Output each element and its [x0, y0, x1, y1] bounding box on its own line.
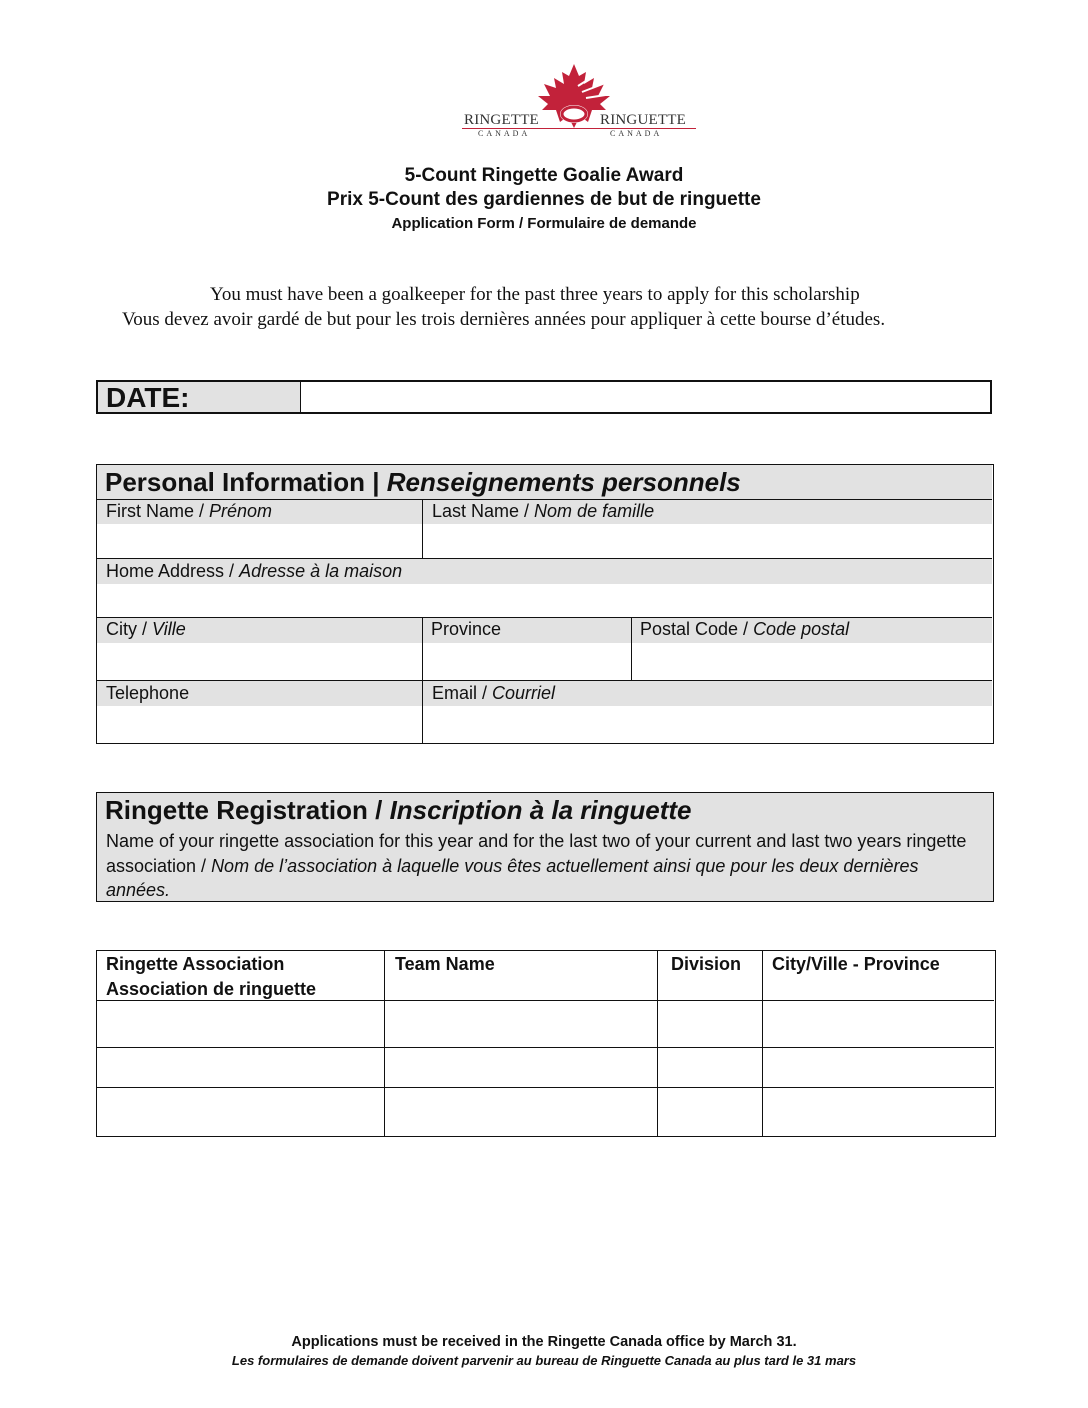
award-title-en: 5-Count Ringette Goalie Award	[404, 165, 684, 186]
first-name-label	[106, 501, 272, 522]
column-header-association-en: Ringette Association	[106, 954, 285, 974]
divider	[97, 499, 992, 500]
home-address-field[interactable]	[97, 584, 992, 617]
last-name-label-en: Last Name /	[432, 501, 535, 521]
table-cell[interactable]	[763, 1048, 994, 1087]
postal-code-label-fr: Code postal	[753, 619, 850, 639]
registration-title-fr: Inscription à la ringuette	[389, 795, 692, 825]
date-row	[96, 380, 992, 414]
association-table	[96, 950, 996, 1137]
first-name-label-fr: Prénom	[209, 501, 273, 521]
registration-description	[106, 829, 982, 903]
column-header-team-name: Team Name	[395, 954, 495, 974]
last-name-label	[432, 501, 654, 522]
logo-word-canada-right: CANADA	[610, 129, 663, 138]
table-cell[interactable]	[97, 1048, 384, 1087]
column-header-association-fr: Association de ringuette	[106, 979, 317, 999]
home-address-label-en: Home Address /	[106, 561, 240, 581]
personal-information-section	[96, 464, 994, 744]
divider	[97, 558, 992, 559]
province-label: Province	[431, 619, 502, 639]
email-label-en: Email /	[432, 683, 493, 703]
email-label-fr: Courriel	[492, 683, 556, 703]
logo-word-ringuette: RINGUETTE	[600, 112, 686, 128]
last-name-field[interactable]	[423, 524, 992, 558]
label-bar-city	[97, 618, 992, 643]
table-cell[interactable]	[97, 1088, 384, 1136]
table-cell[interactable]	[97, 1001, 384, 1047]
award-title-fr: Prix 5-Count des gardiennes de but de ringuette	[327, 189, 761, 210]
logo-word-canada-left: CANADA	[478, 129, 531, 138]
requirement-en: You must have been a goalkeeper for the past three years to apply for this scholarship	[210, 284, 860, 305]
postal-code-field[interactable]	[632, 643, 992, 680]
table-cell[interactable]	[658, 1088, 762, 1136]
home-address-label	[106, 561, 402, 582]
date-label: DATE:	[98, 382, 301, 412]
table-cell[interactable]	[385, 1048, 657, 1087]
table-cell[interactable]	[763, 1001, 994, 1047]
postal-code-label-en: Postal Code /	[640, 619, 754, 639]
table-cell[interactable]	[385, 1001, 657, 1047]
telephone-field[interactable]	[97, 706, 422, 742]
registration-title	[105, 795, 692, 826]
city-label	[106, 619, 186, 640]
personal-information-title	[105, 467, 741, 498]
telephone-label: Telephone	[106, 683, 190, 703]
requirement-fr: Vous devez avoir gardé de but pour les trois dernières années pour appliquer à cette bourse d’études.	[122, 309, 886, 330]
city-label-en: City /	[106, 619, 153, 639]
email-field[interactable]	[423, 706, 992, 742]
home-address-label-fr: Adresse à la maison	[239, 561, 403, 581]
table-cell[interactable]	[658, 1048, 762, 1087]
column-header-association	[106, 952, 316, 1002]
city-label-fr: Ville	[152, 619, 186, 639]
city-field[interactable]	[97, 643, 422, 680]
column-header-city-province: City/Ville - Province	[772, 954, 940, 974]
column-header-division: Division	[671, 954, 742, 974]
province-field[interactable]	[423, 643, 631, 680]
personal-title-en: Personal Information |	[105, 467, 387, 497]
email-label	[432, 683, 555, 704]
table-cell[interactable]	[658, 1001, 762, 1047]
last-name-label-fr: Nom de famille	[534, 501, 655, 521]
personal-title-fr: Renseignements personnels	[386, 467, 741, 497]
deadline-notice-fr: Les formulaires de demande doivent parvenir au bureau de Ringuette Canada au plus tard le 31 mars	[231, 1353, 857, 1368]
first-name-field[interactable]	[97, 524, 422, 558]
logo-word-ringette: RINGETTE	[464, 112, 539, 128]
ringette-canada-logo	[460, 62, 700, 142]
date-field[interactable]	[302, 382, 990, 412]
registration-title-en: Ringette Registration /	[105, 795, 390, 825]
table-cell[interactable]	[763, 1088, 994, 1136]
divider	[97, 680, 992, 681]
deadline-notice-en: Applications must be received in the Ringette Canada office by March 31.	[291, 1334, 797, 1350]
registration-description-fr: Nom de l’association à laquelle vous êtes actuellement ainsi que pour les deux dernières années.	[106, 855, 919, 900]
form-subtitle: Application Form / Formulaire de demande	[391, 215, 697, 232]
first-name-label-en: First Name /	[106, 501, 210, 521]
registration-description-en: Name of your ringette association for this year and for the last two of your current and last two years ringette association /	[106, 831, 967, 876]
postal-code-label	[640, 619, 849, 640]
table-cell[interactable]	[385, 1088, 657, 1136]
divider	[97, 617, 992, 618]
ringette-registration-section	[96, 792, 994, 902]
